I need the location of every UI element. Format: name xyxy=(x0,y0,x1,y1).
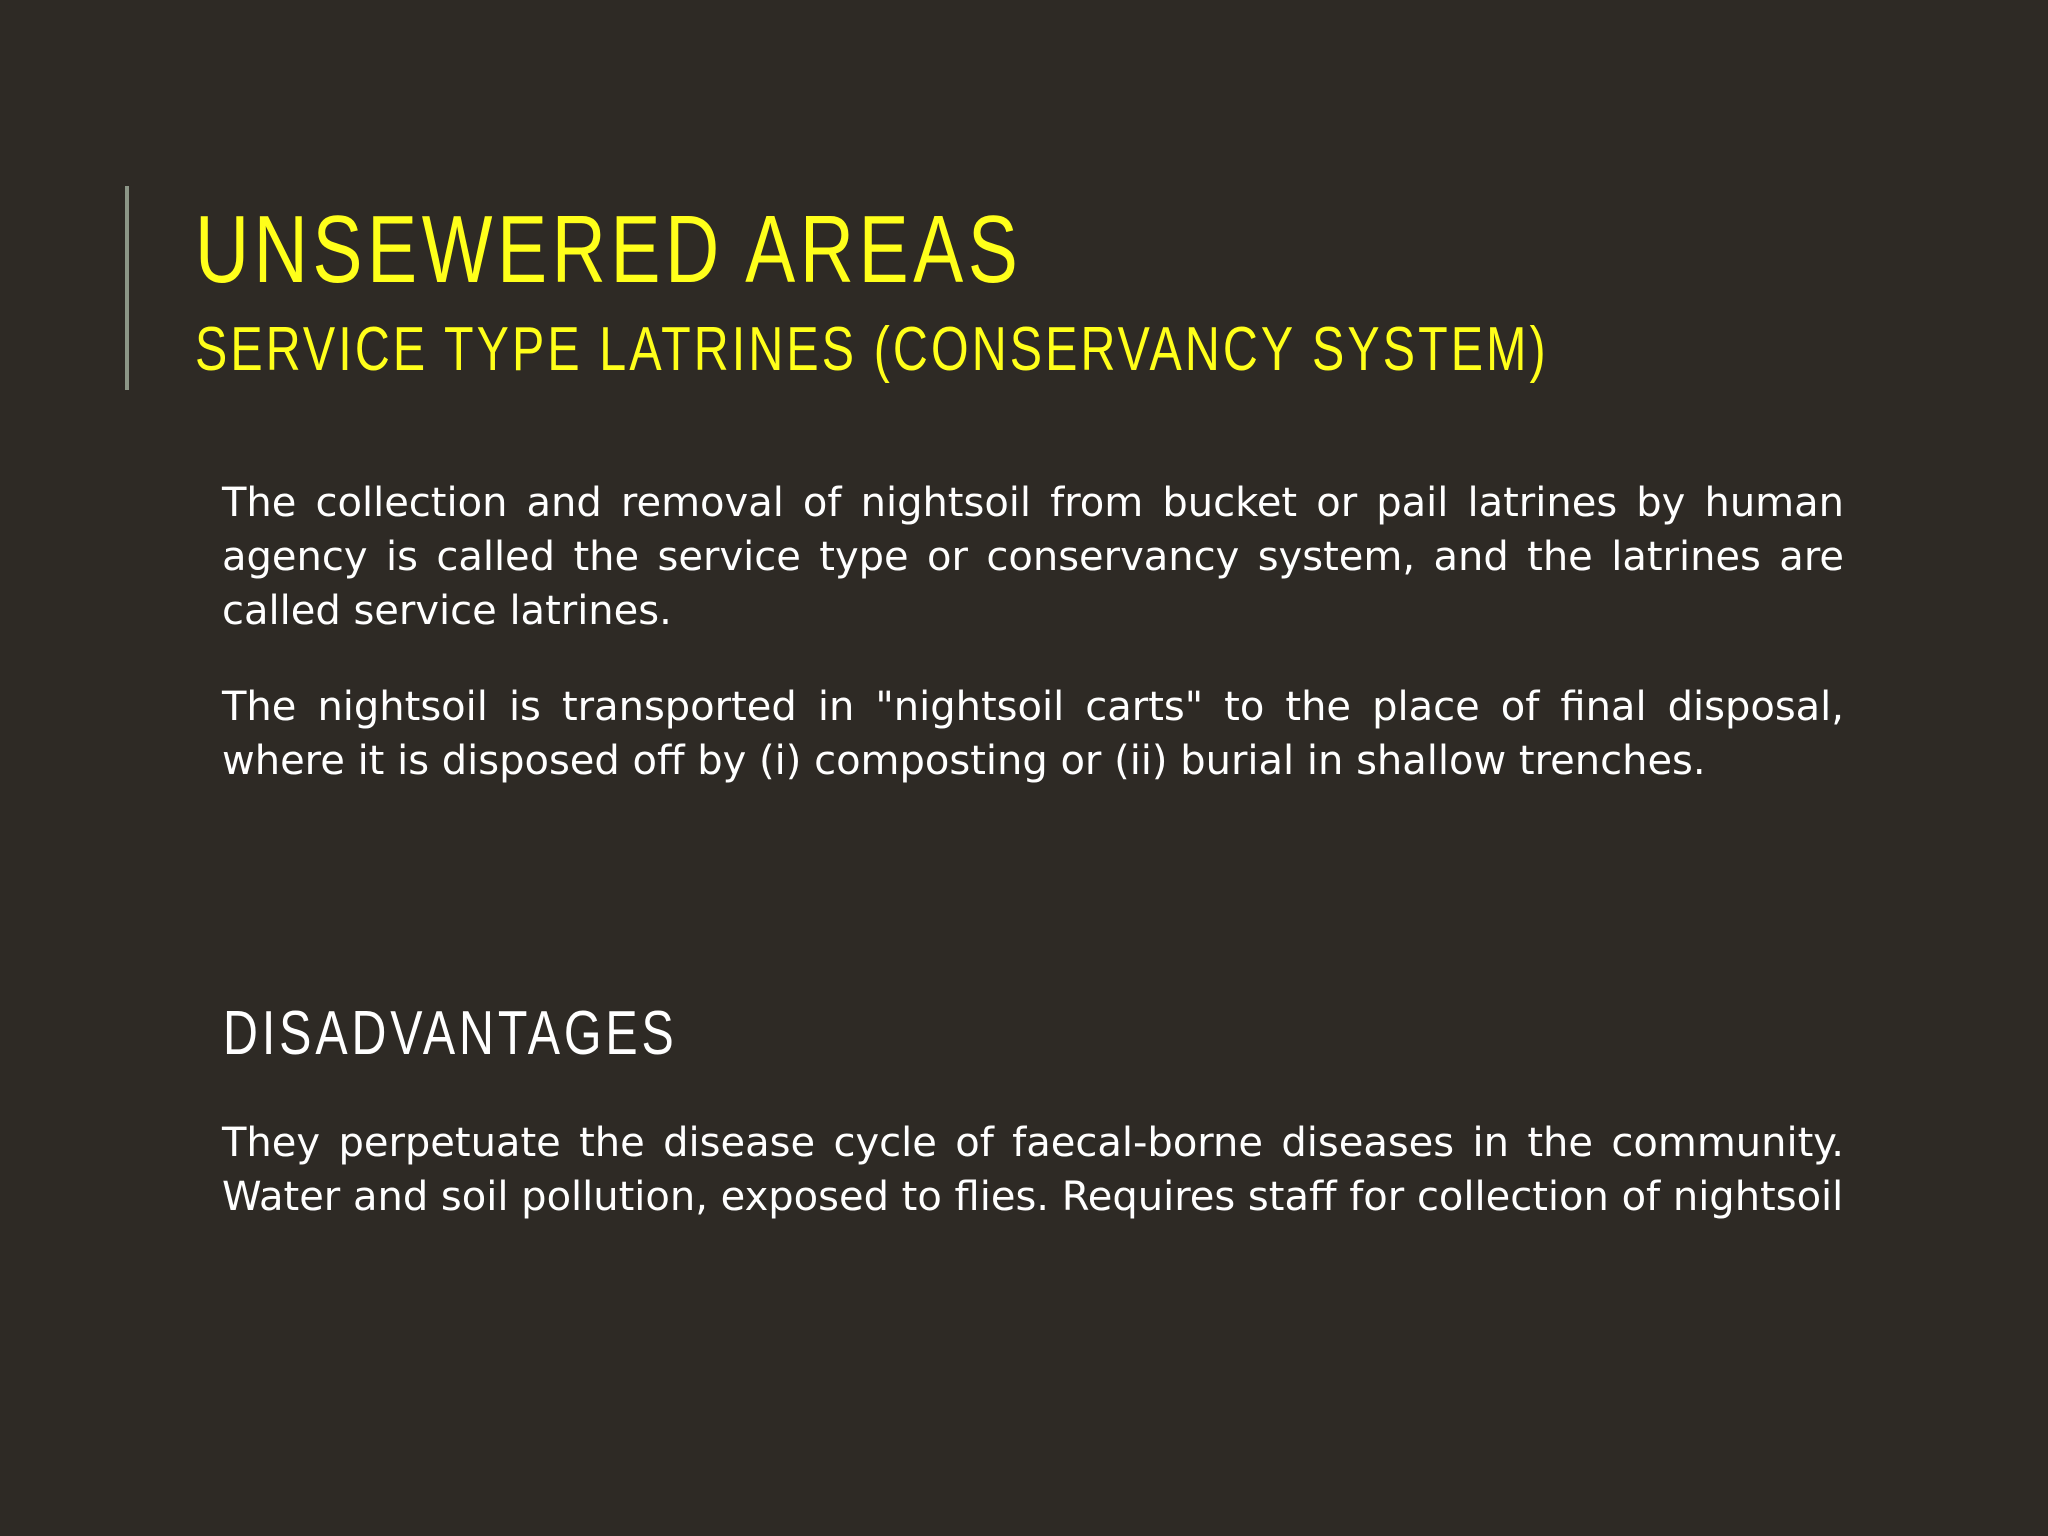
disadvantages-paragraph: They perpetuate the disease cycle of faecal-borne diseases in the community. Water and soil pollution, exposed to flies. Requires staff for collection of nightsoil xyxy=(222,1120,1844,1220)
section-heading-disadvantages: DISADVANTAGES xyxy=(223,999,678,1068)
title-accent-bar xyxy=(125,186,129,390)
body-paragraph-2: The nightsoil is transported in "nightsoil carts" to the place of final disposal, where it is disposed off by (i) composting or (ii) burial in shallow trenches. xyxy=(222,684,1844,784)
slide-subtitle: SERVICE TYPE LATRINES (CONSERVANCY SYSTEM) xyxy=(195,315,1549,384)
body-paragraph-1: The collection and removal of nightsoil from bucket or pail latrines by human agency is called the service type or conservancy system, and the latrines are called service latrines. xyxy=(222,480,1844,634)
slide-title: UNSEWERED AREAS xyxy=(195,196,1023,303)
